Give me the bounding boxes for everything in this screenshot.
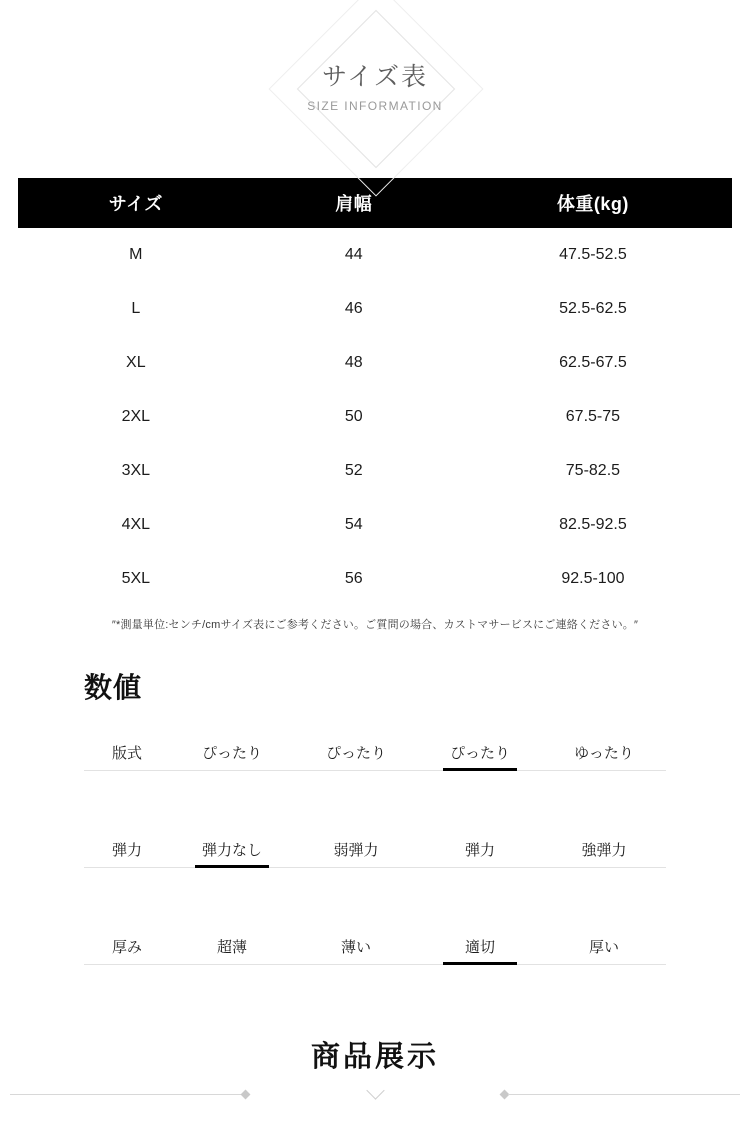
value-option[interactable]: ゆったり (574, 745, 634, 762)
footer-title: 商品展示 (310, 1041, 439, 1073)
cell-shoulder: 46 (344, 300, 363, 317)
value-option-selected[interactable]: ぴったり (418, 742, 542, 770)
value-option[interactable]: 厚い (588, 939, 619, 956)
page-title: サイズ表 (321, 63, 428, 91)
value-option[interactable]: 超薄 (216, 939, 247, 956)
cell-size: 5XL (121, 570, 151, 587)
footer-decoration (0, 1086, 750, 1104)
value-row-label: 弾力 (111, 842, 142, 859)
cell-weight: 67.5-75 (565, 408, 621, 425)
cell-shoulder: 44 (344, 246, 363, 263)
cell-size: 4XL (121, 516, 151, 533)
cell-weight: 82.5-92.5 (559, 516, 627, 533)
cell-weight: 62.5-67.5 (559, 354, 627, 371)
cell-size: 3XL (121, 462, 151, 479)
chevron-down-icon (366, 1086, 384, 1098)
size-table-body (18, 228, 732, 606)
column-header-shoulder: 肩幅 (254, 178, 454, 228)
value-option[interactable]: 強弾力 (581, 842, 627, 859)
value-option[interactable]: 薄い (340, 939, 371, 956)
value-row-fit (84, 724, 666, 771)
size-table (18, 178, 732, 606)
divider-line-left (10, 1094, 242, 1095)
cell-shoulder: 50 (344, 408, 363, 425)
table-row (18, 552, 732, 606)
cell-weight: 92.5-100 (561, 570, 625, 587)
table-row (18, 336, 732, 390)
cell-size: XL (126, 354, 146, 371)
header-text-block (0, 62, 750, 114)
table-row (18, 444, 732, 498)
value-option-selected[interactable]: 適切 (418, 936, 542, 964)
value-row-thickness (84, 918, 666, 965)
column-header-size: サイズ (18, 178, 254, 228)
page-subtitle: SIZE INFORMATION (307, 99, 443, 113)
cell-weight: 47.5-52.5 (559, 246, 627, 263)
table-row (18, 228, 732, 282)
table-row (18, 390, 732, 444)
page-header (0, 0, 750, 178)
cell-size: M (129, 246, 143, 263)
measurement-note: ″*測量単位:センチ/cmサイズ表にご参考ください。ご質問の場合、カストマサービスにご連絡ください。″ (111, 619, 639, 631)
value-row-elasticity (84, 821, 666, 868)
value-option[interactable]: 弱弾力 (333, 842, 379, 859)
table-row (18, 282, 732, 336)
value-option[interactable]: ぴったり (201, 745, 262, 762)
value-option-selected[interactable]: 弾力なし (170, 839, 294, 867)
diamond-dot-left-icon (241, 1090, 251, 1100)
cell-weight: 75-82.5 (565, 462, 621, 479)
column-header-weight: 体重(kg) (454, 178, 732, 228)
values-section (0, 666, 750, 965)
values-title: 数値 (84, 672, 143, 703)
product-display-footer (0, 1038, 750, 1104)
value-option[interactable]: 弾力 (464, 842, 495, 859)
cell-size: 2XL (121, 408, 151, 425)
value-row-label: 版式 (111, 745, 142, 762)
cell-shoulder: 52 (344, 462, 363, 479)
value-option[interactable]: ぴったり (325, 745, 386, 762)
divider-line-right (508, 1094, 740, 1095)
table-row (18, 498, 732, 552)
value-row-label: 厚み (111, 939, 142, 956)
cell-shoulder: 48 (344, 354, 363, 371)
cell-shoulder: 54 (344, 516, 363, 533)
cell-size: L (131, 300, 141, 317)
cell-weight: 52.5-62.5 (559, 300, 627, 317)
cell-shoulder: 56 (344, 570, 363, 587)
